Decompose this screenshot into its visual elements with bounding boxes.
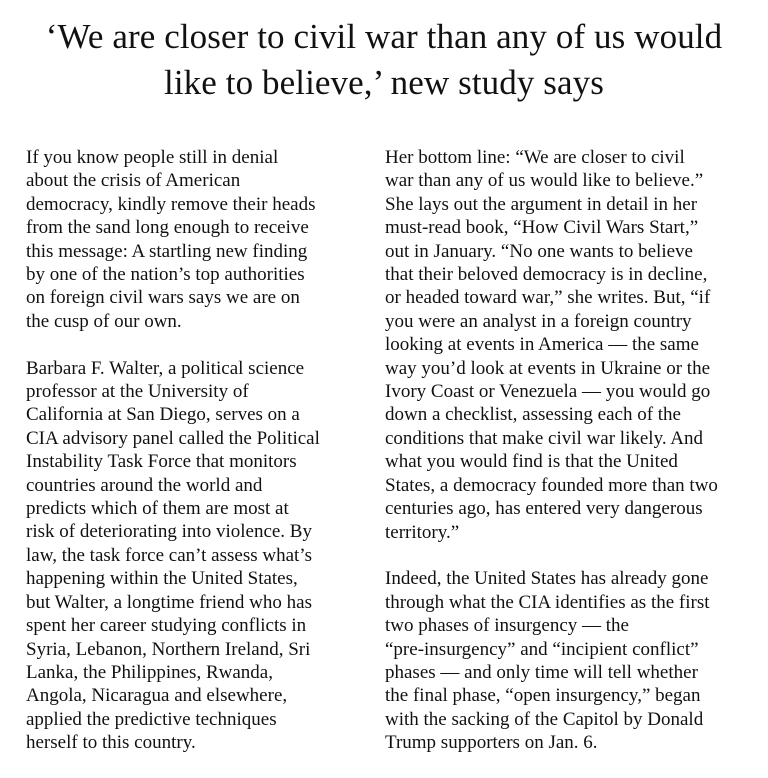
text-line: law, the task force can’t assess what’s [26, 544, 312, 566]
text-line: Her bottom line: “We are closer to civil [385, 147, 685, 168]
text-line: about the crisis of American [26, 170, 241, 192]
text-line: professor at the University of [26, 381, 249, 403]
text-line: from the sand long enough to receive [26, 217, 309, 239]
text-line: or headed toward war,” she writes. But, “if [385, 287, 711, 309]
text-line: with the sacking of the Capitol by Donald [385, 708, 704, 730]
text-line: Syria, Lebanon, Northern Ireland, Sri [26, 638, 311, 660]
text-line: the final phase, “open insurgency,” began [385, 685, 701, 707]
right-column [385, 146, 755, 778]
text-line: but Walter, a longtime friend who has [26, 591, 312, 613]
text-line: Instability Task Force that monitors [26, 451, 297, 473]
right-paragraph-2 [385, 567, 755, 754]
headline-line-2: like to believe,’ new study says [164, 63, 604, 102]
text-line: phases — and only time will tell whether [385, 661, 698, 683]
text-line: on foreign civil wars says we are on [26, 287, 300, 309]
text-line: Barbara F. Walter, a political science [26, 357, 305, 379]
text-line: looking at events in America — the same [385, 334, 699, 356]
headline-line-1: ‘We are closer to civil war than any of us would [45, 17, 723, 56]
text-line: what you would find is that the United [385, 451, 678, 473]
headline [0, 14, 768, 106]
text-line: democracy, kindly remove their heads [26, 193, 316, 215]
text-line: you were an analyst in a foreign country [385, 310, 692, 332]
text-line: “pre-insurgency” and “incipient conflict” [385, 638, 699, 660]
text-line: spent her career studying conflicts in [26, 615, 307, 637]
text-line: the cusp of our own. [26, 310, 182, 332]
text-line: war than any of us would like to believe.” [385, 170, 704, 192]
right-paragraph-1 [385, 146, 755, 544]
left-column [26, 146, 376, 778]
text-line: Lanka, the Philippines, Rwanda, [26, 661, 273, 683]
text-line: must-read book, “How Civil Wars Start,” [385, 217, 699, 239]
text-line: States, a democracy founded more than two [385, 474, 718, 496]
text-line: two phases of insurgency — the [385, 615, 629, 637]
text-line: down a checklist, assessing each of the [385, 404, 681, 426]
text-line: Indeed, the United States has already gone [385, 568, 709, 590]
left-paragraph-2 [26, 357, 376, 755]
text-line: Ivory Coast or Venezuela — you would go [385, 381, 711, 403]
text-line: If you know people still in denial [26, 147, 279, 168]
left-paragraph-1 [26, 146, 376, 333]
text-line: CIA advisory panel called the Political [26, 427, 320, 449]
text-line: centuries ago, has entered very dangerous [385, 498, 703, 520]
text-line: risk of deteriorating into violence. By [26, 521, 312, 543]
text-line: way you’d look at events in Ukraine or the [385, 357, 711, 379]
text-line: Trump supporters on Jan. 6. [385, 732, 598, 754]
text-line: happening within the United States, [26, 568, 298, 590]
text-line: this message: A startling new finding [26, 240, 308, 262]
text-line: predicts which of them are most at [26, 498, 289, 520]
text-line: Angola, Nicaragua and elsewhere, [26, 685, 288, 707]
text-line: countries around the world and [26, 474, 263, 496]
text-line: She lays out the argument in detail in her [385, 193, 698, 215]
text-line: herself to this country. [26, 732, 196, 754]
text-line: by one of the nation’s top authorities [26, 264, 305, 286]
text-line: through what the CIA identifies as the first [385, 591, 710, 613]
text-line: that their beloved democracy is in decline, [385, 264, 708, 286]
text-line: conditions that make civil war likely. And [385, 427, 704, 449]
text-line: territory.” [385, 521, 460, 543]
text-line: California at San Diego, serves on a [26, 404, 300, 426]
text-line: out in January. “No one wants to believe [385, 240, 693, 262]
text-line: applied the predictive techniques [26, 708, 277, 730]
